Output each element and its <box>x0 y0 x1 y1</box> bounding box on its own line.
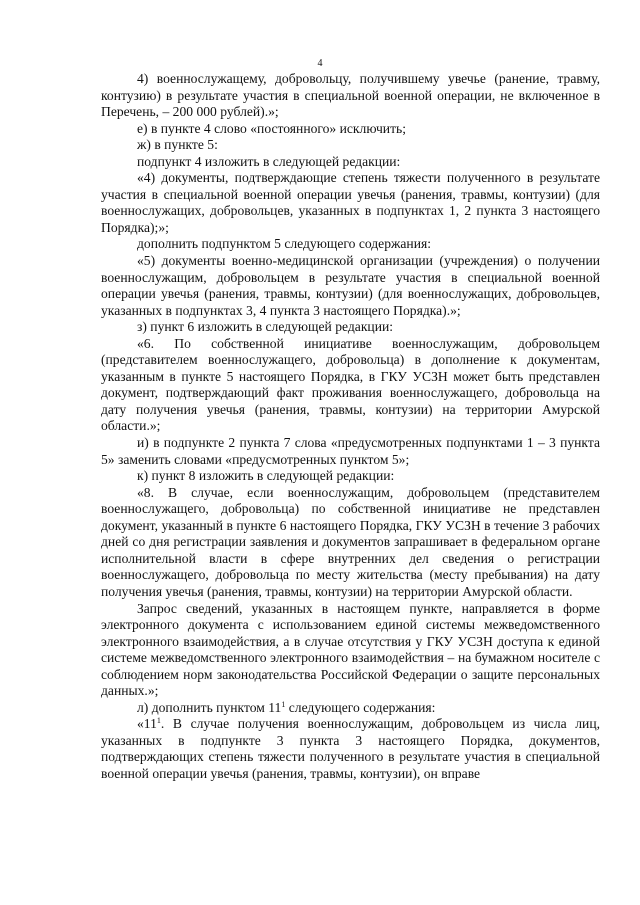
paragraph-subitem-4 <box>101 170 600 236</box>
paragraph-amendment-zh <box>101 137 600 154</box>
paragraph-text-tail: следующего содержания: <box>285 699 436 715</box>
paragraph-text-tail: . В случае получения военнослужащим, добровольцем из числа лиц, указанных в подпункте 3 пункта 3 настоящего Порядка, документов, подтверждающих степень тяжести полученного в результате участия в специальной военной операции увечья (ранения, травмы, контузии), он вправе <box>101 716 600 781</box>
paragraph-amendment-k <box>101 468 600 485</box>
paragraph-subitem-4-intro <box>101 154 600 171</box>
page-number: 4 <box>317 58 323 69</box>
paragraph-item-6 <box>101 336 600 435</box>
paragraph-text: «4) документы, подтверждающие степень тяжести полученного в результате участия в специальной военной операции увечья (ранения, травмы, контузии) (для военнослужащих, добровольцев, указанных в подпунктах 1, 2 пункта 3 настоящего Порядка);»; <box>101 170 600 235</box>
paragraph-text: Запрос сведений, указанных в настоящем пункте, направляется в форме электронного документа с использованием единой системы межведомственного электронного взаимодействия, а в случае отсутствия у ГКУ УСЗН доступа к единой системе межведомственного электронного взаимодействия – на бумажном носителе с соблюдением норм законодательства Российской Федерации о защите персональных данных.»; <box>101 600 600 699</box>
paragraph-amendment-l <box>101 700 600 717</box>
superscript: 1 <box>156 716 161 726</box>
paragraph-text: 4) военнослужащему, добровольцу, получившему увечье (ранение, травму, контузию) в результате участия в специальной военной операции, не включенное в Перечень, – 200 000 рублей).»; <box>101 71 600 120</box>
paragraph-text: подпункт 4 изложить в следующей редакции: <box>137 153 401 169</box>
paragraph-text: «6. По собственной инициативе военнослужащим, добровольцем (представителем военнослужащего, добровольца) в дополнение к документам, указанным в пункте 5 настоящего Порядка, в ГКУ УСЗН может быть представлен документ, подтверждающий факт проживания военнослужащего, добровольца на дату получения увечья (ранения, травмы, контузии) на территории Амурской области.»; <box>101 335 600 434</box>
paragraph-text: дополнить подпунктом 5 следующего содержания: <box>137 236 432 252</box>
paragraph-text: «5) документы военно-медицинской организации (учреждения) о получении военнослужащим, добровольцем в результате участия в специальной военной операции увечья (ранения, травмы, контузии) (для военнослужащих, добровольцев, указанных в подпунктах 3, 4 пункта 3 настоящего Порядка).»; <box>101 253 600 318</box>
paragraph-text: «8. В случае, если военнослужащим, добровольцем (представителем военнослужащего, добровольца) по собственной инициативе не представлен документ, указанный в пункте 6 настоящего Порядка, ГКУ УСЗН в течение 3 рабочих дней со дня регистрации заявления и документов запрашивает в федеральном органе исполнительной власти в сфере внутренних дел сведения о регистрации военнослужащего, добровольца по месту жительства (месту пребывания) на дату получения увечья (ранения, травмы, контузии) на территории Амурской области. <box>101 484 600 599</box>
paragraph-item-4 <box>101 71 600 121</box>
paragraph-subitem-5-intro <box>101 236 600 253</box>
paragraph-amendment-i <box>101 435 600 468</box>
superscript: 1 <box>281 699 286 709</box>
paragraph-text: л) дополнить пунктом 11 <box>137 699 282 715</box>
paragraph-subitem-5 <box>101 253 600 319</box>
paragraph-text: з) пункт 6 изложить в следующей редакции: <box>137 319 394 335</box>
paragraph-text: е) в пункте 4 слово «постоянного» исключить; <box>137 120 406 136</box>
document-body <box>101 71 600 783</box>
paragraph-amendment-z <box>101 319 600 336</box>
paragraph-amendment-e <box>101 121 600 138</box>
paragraph-item-11-1 <box>101 716 600 782</box>
paragraph-text: «11 <box>137 716 157 732</box>
paragraph-item-8 <box>101 485 600 601</box>
paragraph-request-info <box>101 601 600 700</box>
paragraph-text: и) в подпункте 2 пункта 7 слова «предусмотренных подпунктами 1 – 3 пункта 5» заменить словами «предусмотренных пунктом 5»; <box>101 435 600 467</box>
paragraph-text: ж) в пункте 5: <box>137 137 218 153</box>
paragraph-text: к) пункт 8 изложить в следующей редакции: <box>137 468 395 484</box>
